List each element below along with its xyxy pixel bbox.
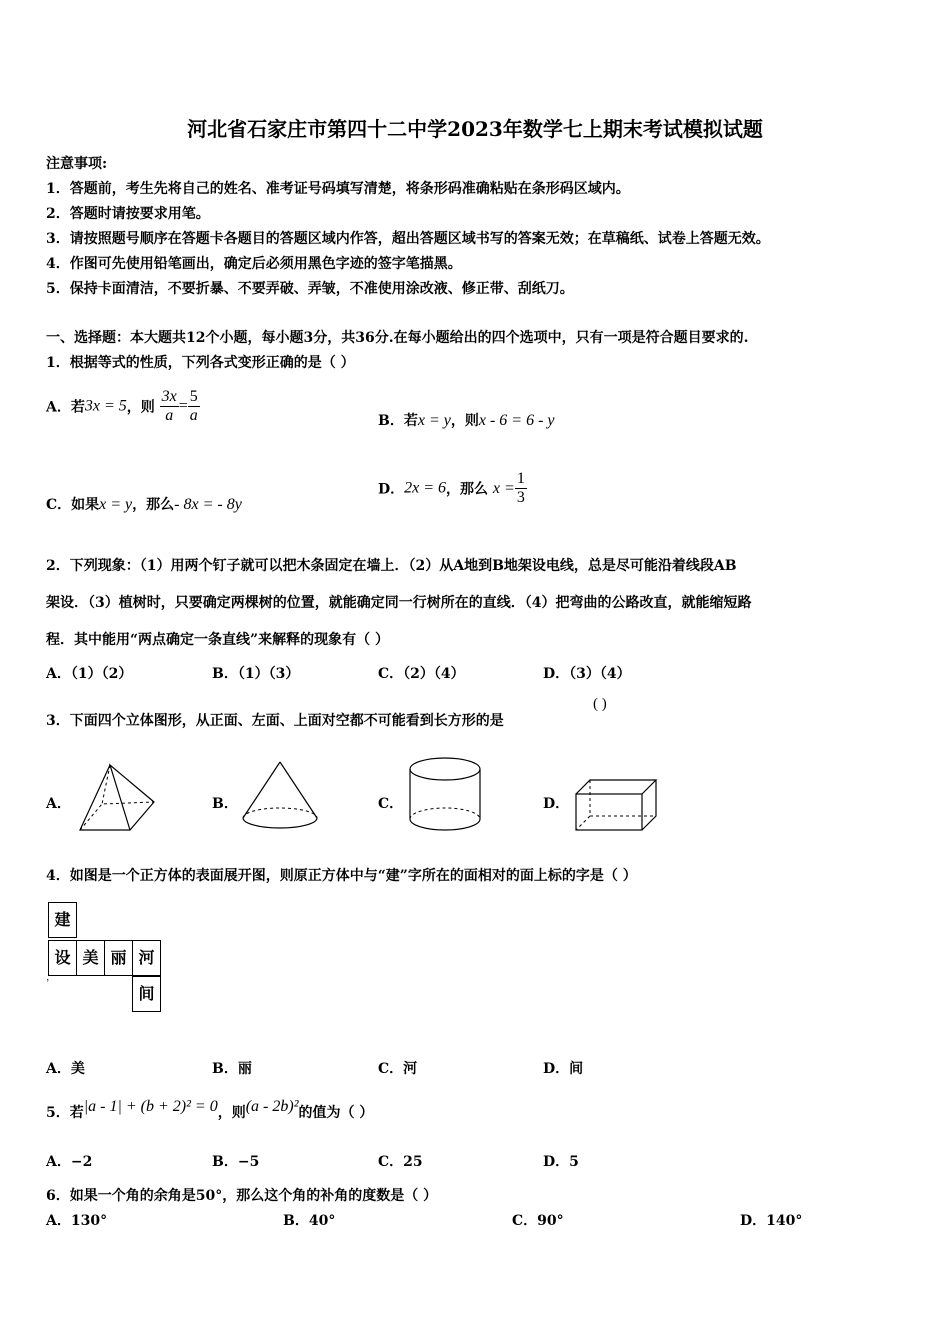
q5-option-d[interactable]: D．5 xyxy=(543,1154,579,1170)
q5-option-b[interactable]: B．−5 xyxy=(212,1154,260,1170)
q5-option-a[interactable]: A．−2 xyxy=(46,1154,93,1170)
cylinder-figure xyxy=(406,755,484,835)
notice-item: 2．答题时请按要求用笔。 xyxy=(46,206,210,222)
net-cell: 丽 xyxy=(104,940,133,976)
option-label: D． xyxy=(378,481,405,498)
q3-option-c[interactable]: C． xyxy=(378,796,404,812)
q4-option-d[interactable]: D．间 xyxy=(543,1061,584,1077)
math-lhs: x = xyxy=(492,480,515,497)
net-cell: 设 xyxy=(48,940,77,976)
q6-option-a[interactable]: A．130° xyxy=(46,1213,108,1229)
question-4-stem: 4．如图是一个正方体的表面展开图，则原正方体中与“建”字所在的面相对的面上标的字是（ ） xyxy=(46,868,637,884)
pyramid-figure xyxy=(76,762,158,834)
denominator: 3 xyxy=(516,489,525,506)
q2-option-a[interactable]: A．（1）（2） xyxy=(46,666,133,682)
denominator: a xyxy=(165,407,174,424)
answer-paren: ( ) xyxy=(593,696,607,712)
notice-item: 5．保持卡面清洁，不要折暴、不要弄破、弄皱，不准使用涂改液、修正带、刮纸刀。 xyxy=(46,281,574,297)
net-cell: 河 xyxy=(132,940,161,976)
notice-item: 4．作图可先使用铅笔画出，确定后必须用黑色字迹的签字笔描黑。 xyxy=(46,256,462,272)
q1-option-d[interactable] xyxy=(378,470,527,507)
math-equation: x = y xyxy=(417,412,451,429)
question-3-stem: 3．下面四个立体图形，从正面、左面、上面对空都不可能看到长方形的是 xyxy=(46,713,504,729)
option-connector: ，则 xyxy=(450,413,479,429)
q2-option-b[interactable]: B．（1）（3） xyxy=(212,666,300,682)
option-connector: ，那么 xyxy=(446,481,489,498)
q1-option-a[interactable]: A．若3x = 5，则 $\frac{3x}{a}$ = $\frac{5}{a}$ xyxy=(46,388,198,424)
q3-option-d[interactable]: D． xyxy=(543,796,570,812)
q4-option-c[interactable]: C．河 xyxy=(378,1061,418,1077)
q4-option-b[interactable]: B．丽 xyxy=(212,1061,252,1077)
math-result: - 8x = - 8y xyxy=(174,496,242,513)
net-cell: 美 xyxy=(76,940,105,976)
q5-prefix: 5．若 xyxy=(46,1105,84,1121)
q2-option-c[interactable]: C．（2）（4） xyxy=(378,666,465,682)
notice-item: 1．答题前，考生先将自己的姓名、准考证号码填写清楚，将条形码准确粘贴在条形码区域内。 xyxy=(46,181,630,197)
net-cell: 建 xyxy=(48,902,77,938)
q6-option-c[interactable]: C．90° xyxy=(512,1213,564,1229)
q5-mid: ，则 xyxy=(217,1105,246,1121)
question-2-line: 架设．（3）植树时，只要确定两棵树的位置，就能确定同一行树所在的直线．（4）把弯曲的公路改直，就能缩短路 xyxy=(46,595,752,611)
fraction xyxy=(188,388,200,425)
q1-option-b[interactable] xyxy=(378,410,555,430)
fraction xyxy=(160,388,179,425)
q5-suffix: 的值为（ ） xyxy=(298,1105,374,1121)
option-connector: ，则 xyxy=(126,399,155,416)
question-1-stem: 1．根据等式的性质，下列各式变形正确的是（ ） xyxy=(46,355,355,371)
cuboid-figure xyxy=(572,776,662,836)
q6-option-b[interactable]: B．40° xyxy=(283,1213,336,1229)
numerator: 3x xyxy=(161,388,177,405)
notice-heading: 注意事项: xyxy=(46,156,108,172)
q3-option-a[interactable]: A． xyxy=(46,796,71,812)
q3-option-b[interactable]: B． xyxy=(212,796,238,812)
math-result: x - 6 = 6 - y xyxy=(478,412,555,429)
question-5-stem xyxy=(46,1098,374,1122)
q5-option-c[interactable]: C．25 xyxy=(378,1154,423,1170)
numerator: 1 xyxy=(516,470,525,487)
q4-option-a[interactable]: A．美 xyxy=(46,1061,85,1077)
question-2-line: 程．其中能用“两点确定一条直线”来解释的现象有（ ） xyxy=(46,632,389,648)
option-label: B．若 xyxy=(378,413,418,429)
page-title: 河北省石家庄市第四十二中学2023年数学七上期末考试模拟试题 xyxy=(187,117,763,141)
option-label: A．若 xyxy=(46,399,85,416)
net-cell: 间 xyxy=(132,976,161,1012)
option-connector: ，那么 xyxy=(132,497,175,513)
q2-option-d[interactable]: D．（3）（4） xyxy=(543,666,631,682)
math-equation: 2x = 6 xyxy=(404,479,447,497)
notice-item: 3．请按照题号顺序在答题卡各题目的答题区域内作答，超出答题区域书写的答案无效；在草稿纸、试卷上答题无效。 xyxy=(46,231,770,247)
denominator: a xyxy=(189,407,198,424)
cone-figure xyxy=(240,760,322,832)
math-equation: 3x = 5 xyxy=(84,397,127,415)
fraction xyxy=(515,470,527,507)
math-equation: x = y xyxy=(99,496,133,513)
figure-mark: ’ xyxy=(46,978,50,989)
q1-option-c[interactable] xyxy=(46,494,242,514)
question-6-stem: 6．如果一个角的余角是50°，那么这个角的补角的度数是（ ） xyxy=(46,1188,438,1204)
q6-option-d[interactable]: D．140° xyxy=(740,1213,803,1229)
numerator: 5 xyxy=(189,388,198,405)
math-expression: |a - 1| + (b + 2)² = 0 xyxy=(83,1098,218,1115)
question-2-line: 2．下列现象：（1）用两个钉子就可以把木条固定在墙上．（2）从A地到B地架设电线，总是尽可能沿着线段AB xyxy=(46,558,737,574)
section-heading: 一、选择题：本大题共12个小题，每小题3分，共36分.在每小题给出的四个选项中，只有一项是符合题目要求的. xyxy=(46,330,749,346)
math-expression: (a - 2b)² xyxy=(245,1098,299,1115)
option-label: C．如果 xyxy=(46,497,100,513)
